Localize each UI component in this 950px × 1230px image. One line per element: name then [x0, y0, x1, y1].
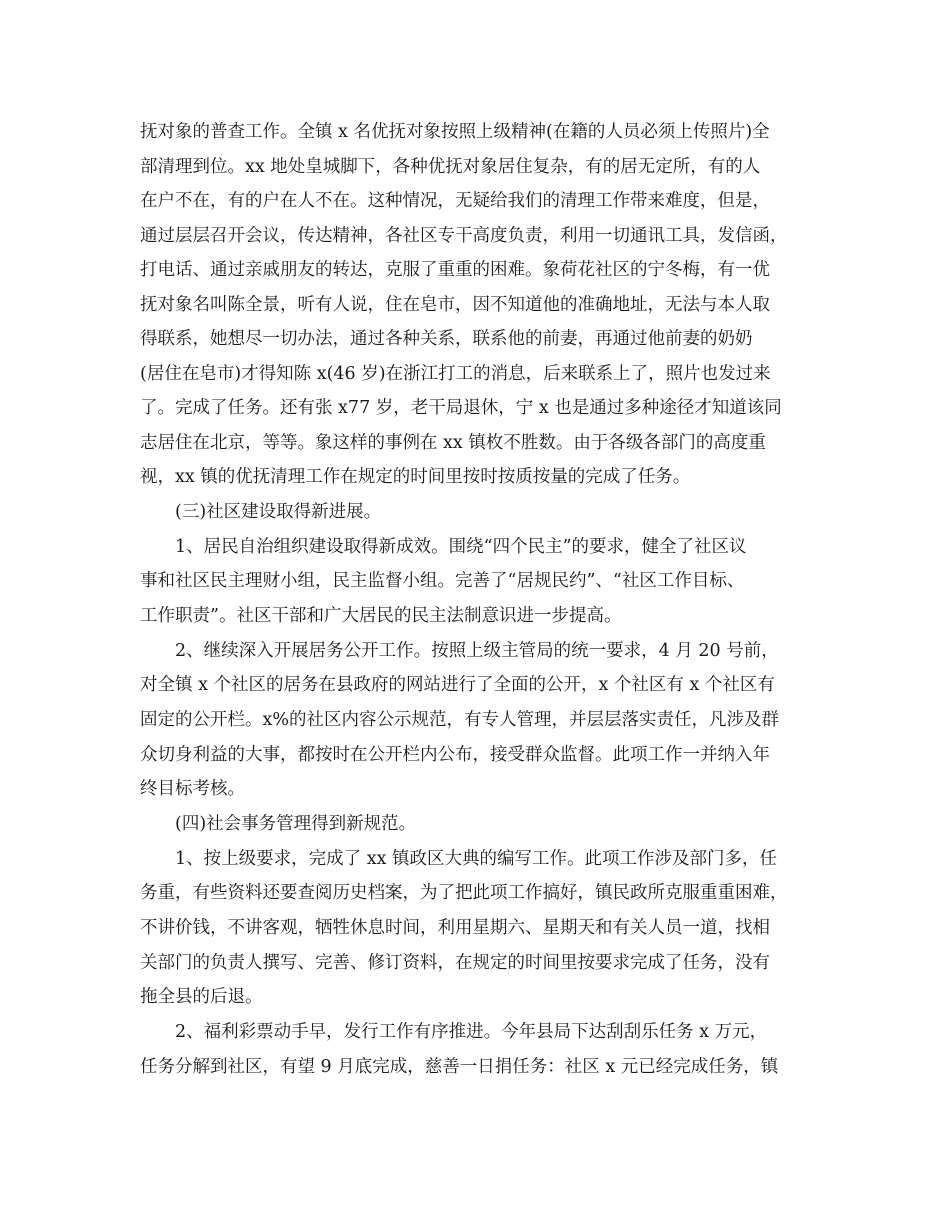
text-line: (居住在皂市)才得知陈 x(46 岁)在浙江打工的消息，后来联系上了，照片也发过来 [140, 364, 771, 384]
text-line: 关部门的负责人撰写、完善、修订资料，在规定的时间里按要求完成了任务，没有 [140, 953, 770, 973]
text-line: 众切身利益的大事，都按时在公开栏内公布，接受群众监督。此项工作一并纳入年 [140, 745, 770, 765]
text-line: 在户不在，有的户在人不在。这种情况，无疑给我们的清理工作带来难度，但是， [140, 191, 770, 211]
text-line: 通过层层召开会议，传达精神，各社区专干高度负责，利用一切通讯工具，发信函， [140, 226, 788, 246]
text-line: 终目标考核。 [140, 779, 245, 799]
text-line: 抚对象的普查工作。全镇 x 名优抚对象按照上级精神(在籍的人员必须上传照片)全 [140, 122, 770, 142]
text-line: 务重，有些资料还要查阅历史档案，为了把此项工作搞好，镇民政所克服重重困难， [140, 883, 788, 903]
text-line: 了。完成了任务。还有张 x77 岁，老干局退休，宁 x 也是通过多种途径才知道该同 [140, 398, 782, 418]
text-line: 工作职责”。社区干部和广大居民的民主法制意识进一步提高。 [140, 606, 622, 626]
text-line: 视，xx 镇的优抚清理工作在规定的时间里按时按质按量的完成了任务。 [140, 467, 691, 487]
text-line: 固定的公开栏。x%的社区内容公示规范，有专人管理，并层层落实责任，凡涉及群 [140, 710, 779, 730]
text-line: 事和社区民主理财小组，民主监督小组。完善了“居规民约”、“社区工作目标、 [140, 571, 745, 591]
text-line: 2、继续深入开展居务公开工作。按照上级主管局的统一要求，4 月 20 号前， [175, 641, 779, 661]
text-line: 任务分解到社区，有望 9 月底完成，慈善一日捐任务：社区 x 元已经完成任务，镇 [140, 1057, 779, 1077]
text-line: 部清理到位。xx 地处皇城脚下，各种优抚对象居住复杂，有的居无定所，有的人 [140, 157, 761, 177]
text-line: 不讲价钱，不讲客观，牺牲休息时间，利用星期六、星期天和有关人员一道，找相 [140, 918, 770, 938]
section-heading: (四)社会事务管理得到新规范。 [175, 814, 417, 834]
text-line: 1、居民自治组织建设取得新成效。围绕“四个民主”的要求，健全了社区议 [175, 537, 747, 557]
text-line: 拖全县的后退。 [140, 987, 263, 1007]
text-line: 打电话、通过亲戚朋友的转达，克服了重重的困难。象荷花社区的宁冬梅，有一优 [140, 260, 770, 280]
text-line: 对全镇 x 个社区的居务在县政府的网站进行了全面的公开，x 个社区有 x 个社区有 [140, 675, 775, 695]
text-line: 1、按上级要求，完成了 xx 镇政区大典的编写工作。此项工作涉及部门多，任 [175, 849, 777, 869]
section-heading: (三)社区建设取得新进展。 [175, 502, 382, 522]
text-line: 2、福利彩票动手早，发行工作有序推进。今年县局下达刮刮乐任务 x 万元， [175, 1022, 768, 1042]
text-line: 得联系，她想尽一切办法，通过各种关系，联系他的前妻，再通过他前妻的奶奶 [140, 329, 753, 349]
text-line: 抚对象名叫陈全景，听有人说，住在皂市，因不知道他的准确地址，无法与本人取 [140, 295, 770, 315]
text-line: 志居住在北京，等等。象这样的事例在 xx 镇枚不胜数。由于各级各部门的高度重 [140, 433, 766, 453]
